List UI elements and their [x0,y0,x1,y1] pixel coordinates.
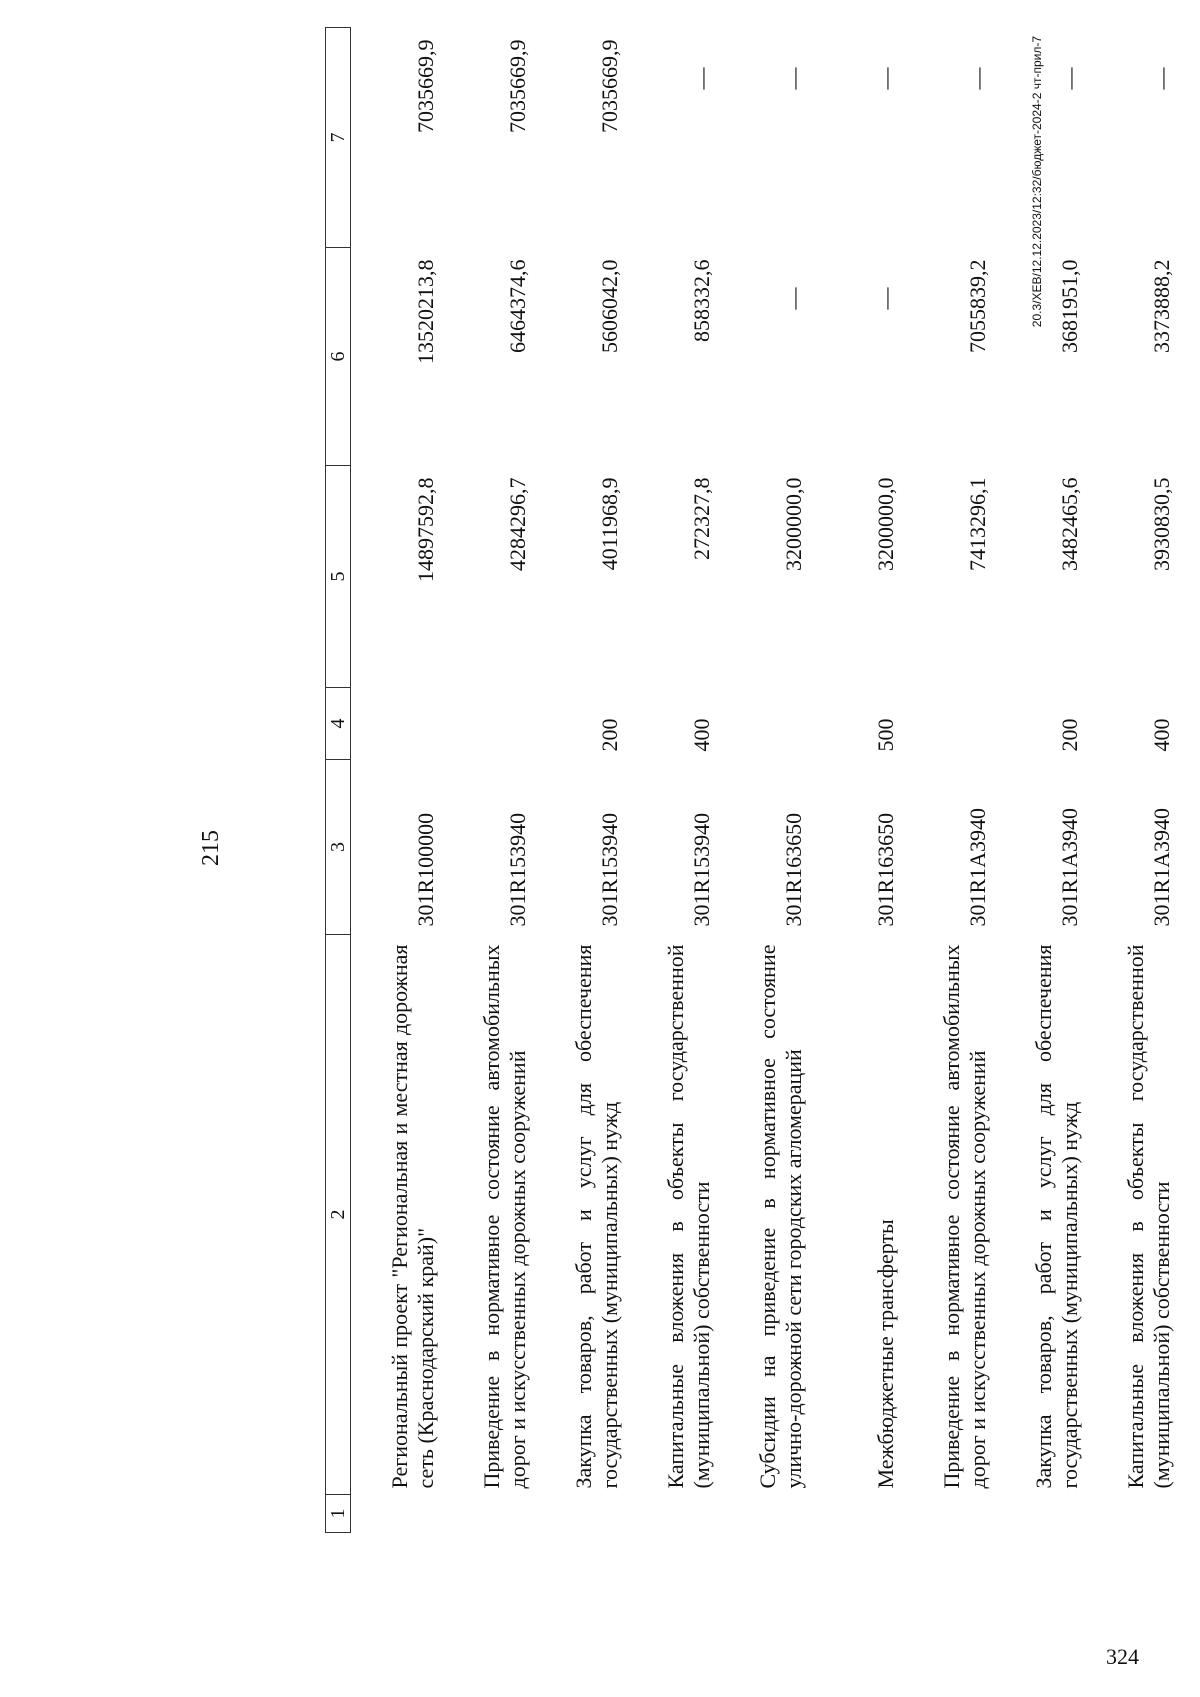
cell-col1 [811,1495,903,1533]
cell-code: 301R153940 [597,812,622,927]
table-row [627,28,719,1533]
cell-col1 [535,1495,627,1533]
table-row [903,28,995,1533]
cell-type [443,688,535,760]
table-row [1087,28,1179,1533]
cell-code: 301R1A3940 [1149,807,1174,927]
cell-type [719,688,811,760]
cell-description: Субсидии на приведение в нормативное состояние улично-дорожной сети городских агломераций [755,944,806,1489]
table-row [351,28,444,1533]
page-number: 215 [198,830,224,866]
cell-description: Капитальные вложения в объекты государственной (муниципальной) собственности [1123,944,1174,1489]
cell-col7: 7035669,9 [413,39,438,133]
cell-col5: 7413296,1 [965,477,990,571]
cell-description: Региональный проект "Региональная и местная дорожная сеть (Краснодарский край)" [387,944,438,1489]
cell-description: Приведение в нормативное состояние автомобильных дорог и искусственных дорожных сооружений [479,944,530,1489]
cell-col1 [351,1495,444,1533]
cell-col1 [627,1495,719,1533]
column-header-7: 7 [326,28,351,248]
cell-col1 [995,1495,1087,1533]
column-header-6: 6 [326,248,351,466]
cell-col7: 7035669,9 [597,39,622,133]
cell-col7: — [873,67,898,90]
cell-code: 301R1A3940 [965,807,990,927]
cell-col6: 6464374,6 [505,259,530,353]
cell-code: 301R100000 [413,812,438,927]
cell-col6: — [781,287,806,310]
cell-description: Межбюджетные трансферты [873,1219,898,1489]
cell-col6: — [873,287,898,310]
cell-col5: 3930830,5 [1149,477,1174,571]
cell-code: 301R163650 [873,812,898,927]
table-header-row [326,28,351,1533]
column-header-2: 2 [326,935,351,1495]
cell-col7: — [965,67,990,90]
cell-col6: 5606042,0 [597,259,622,353]
table-row [811,28,903,1533]
cell-col1 [719,1495,811,1533]
cell-code: 301R1A3940 [1057,807,1082,927]
document-code: 20.3/XEB/12.12.2023/12:32/бюджет-2024-2 чт-прил-7 [1030,36,1044,328]
cell-col1 [903,1495,995,1533]
cell-type: 400 [689,718,714,752]
cell-col6: 3373888,2 [1149,259,1174,353]
cell-col1 [1087,1495,1179,1533]
cell-description: Капитальные вложения в объекты государственной (муниципальной) собственности [663,944,714,1489]
cell-code: 301R153940 [689,812,714,927]
cell-col5: 4011968,9 [597,477,622,571]
cell-type [903,688,995,760]
budget-table [325,27,1179,1533]
column-header-1: 1 [326,1495,351,1533]
cell-col1 [443,1495,535,1533]
cell-col7: — [781,67,806,90]
cell-col5: 4284296,7 [505,477,530,571]
cell-col5: 3200000,0 [873,477,898,571]
cell-description: Закупка товаров, работ и услуг для обеспечения государственных (муниципальных) нужд [571,944,622,1489]
column-header-4: 4 [326,688,351,760]
cell-code: 301R163650 [781,812,806,927]
cell-col6: 13520213,8 [413,259,438,364]
table-row [443,28,535,1533]
cell-col6: 858332,6 [689,259,714,342]
cell-description: Закупка товаров, работ и услуг для обеспечения государственных (муниципальных) нужд [1031,944,1082,1489]
table-row [535,28,627,1533]
cell-type: 200 [597,718,622,752]
cell-col7: 7035669,9 [505,39,530,133]
cell-col7: — [1149,67,1174,90]
column-header-3: 3 [326,760,351,935]
cell-col5: 14897592,8 [413,477,438,582]
cell-col5: 272327,8 [689,477,714,560]
cell-type: 500 [873,718,898,752]
cell-col5: 3482465,6 [1057,477,1082,571]
cell-col5: 3200000,0 [781,477,806,571]
cell-col6: 3681951,0 [1057,259,1082,353]
cell-col7: — [1057,67,1082,90]
table-body [351,28,1180,1533]
cell-type [351,688,444,760]
sheet-number: 324 [1106,1644,1139,1669]
cell-col6: 7055839,2 [965,259,990,353]
cell-type: 400 [1149,718,1174,752]
column-header-5: 5 [326,466,351,688]
table-row [719,28,811,1533]
cell-description: Приведение в нормативное состояние автомобильных дорог и искусственных дорожных сооружений [939,944,990,1489]
cell-type: 200 [1057,718,1082,752]
cell-col7: — [689,67,714,90]
cell-code: 301R153940 [505,812,530,927]
